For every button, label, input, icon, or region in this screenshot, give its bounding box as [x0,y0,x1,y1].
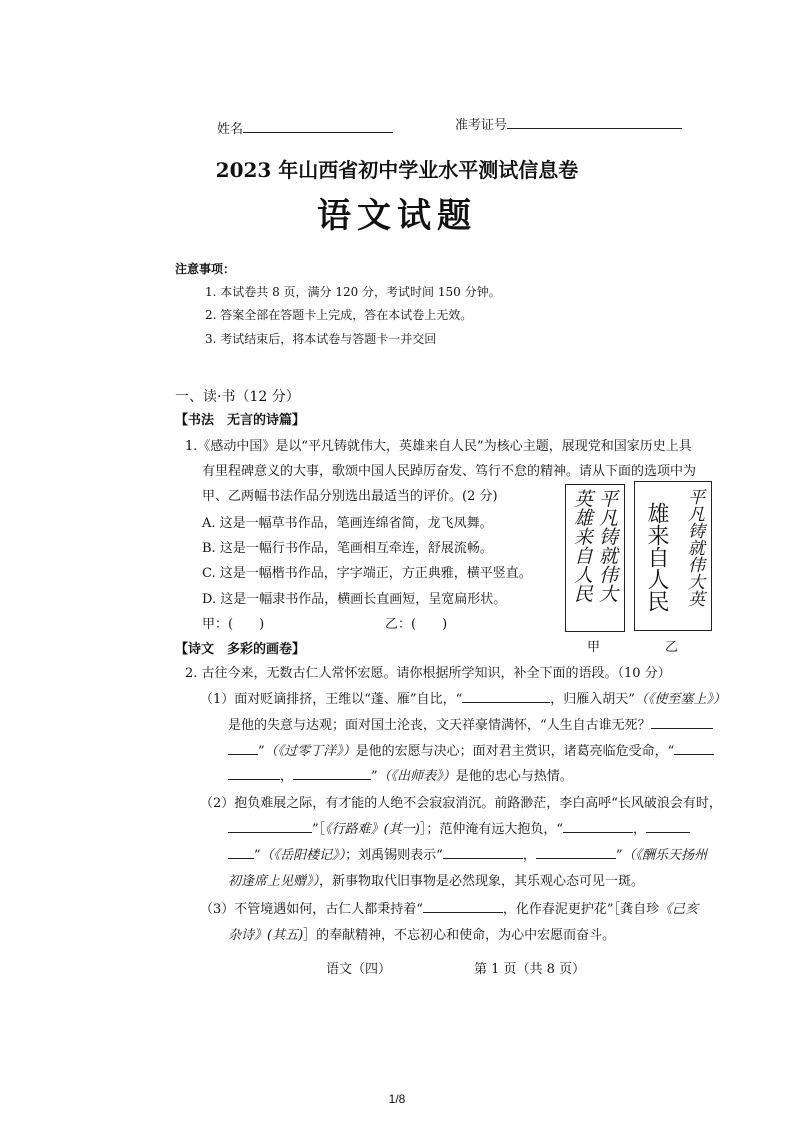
q2-1-blank-2[interactable] [651,714,713,729]
q1-option-b: B. 这是一幅行书作品，笔画相互牵连，舒展流畅。 [202,541,493,556]
exam-title: 2023 年山西省初中学业水平测试信息卷 [215,158,579,182]
q2-1-blank-2b[interactable] [228,740,258,755]
q2-2-source-2: （《岳阳楼记》） [260,848,346,863]
q2-2-source-3: （《酬乐天扬州 [622,848,708,863]
notes-item-3: 3. 考试结束后，将本试卷与答题卡一并交回 [205,332,437,346]
q1-line-2: 有里程碑意义的大事，歌颂中国人民踔厉奋发、笃行不怠的精神。请从下面的选项中为 [202,464,697,479]
q2-1-source-3: （《出师表》） [377,769,456,784]
calligraphy-yi [634,481,712,631]
q1-line-3: 甲、乙两幅书法作品分别选出最适当的评价。(2 分) [202,489,498,504]
q1-line-1: 1.《感动中国》是以“平凡铸就伟大，英雄来自人民”为核心主题，展现党和国家历史上具 [185,439,692,454]
q2-2-line-1: （2）抱负难展之际，有才能的人绝不会寂寂消沉。前路渺茫，李白高呼“长风破浪会有时， [200,796,722,811]
q2-1-blank-3b[interactable] [228,765,280,780]
q1-answer-jia[interactable]: 甲：( ) [202,617,265,632]
q2-1-line-4 [228,765,573,789]
q2-1-blank-3[interactable] [674,740,714,755]
page-counter: 1/8 [388,1092,406,1106]
q2-2-source-3b: 初逢席上见赠》） [228,874,320,889]
q2-2-text-m: ，新事物取代旧事物是必然现象，其乐观心态可见一斑。 [319,874,645,889]
q2-1-text-g: 是他的宏愿与决心；面对君主赏识，诸葛亮临危受命，“ [355,744,675,759]
notes-heading: 注意事项： [175,262,236,276]
q2-3-line-2 [228,924,615,948]
q2-1-blank-1[interactable] [462,688,550,703]
q2-3-blank-1[interactable] [423,898,503,913]
q2-2-blank-3[interactable] [646,818,690,833]
q2-1-source-2: （《过零丁洋》） [264,744,356,759]
q2-2-line-4 [228,870,644,894]
q2-2-blank-1[interactable] [228,818,312,833]
subject-title: 语文试题 [317,196,477,236]
calligraphy-jia-label: 甲 [587,640,601,655]
q2-1-text-d: 是他的失意与达观；面对国土沦丧，文天祥豪情满怀，“人生自古谁无死？ [228,718,651,733]
q1-answer-yi[interactable]: 乙：( ) [385,617,448,632]
q2-3-text-e: ］的奉献精神，不忘初心和使命，为心中宏愿而奋斗。 [303,928,616,943]
q2-1-text-e: ” [258,744,265,759]
q2-1-line-3 [228,740,714,764]
name-field[interactable] [243,118,393,133]
calligraphy-jia-col-left: 英雄来自人民 [571,489,593,603]
q2-1-text-i: ” [371,769,378,784]
q2-2-blank-5[interactable] [536,844,616,859]
exam-id-row [455,114,682,138]
calligraphy-jia-col-right: 平凡铸就伟大 [596,489,618,603]
q2-intro: 2. 古往今来，无数古仁人常怀宏愿。请你根据所学知识，补全下面的语段。（10 分） [185,666,671,681]
section1-heading: 一、读·书（12 分） [175,389,300,405]
q2-1-text-h: ， [280,769,294,784]
q2-1-line-2 [228,714,713,738]
notes-item-2: 2. 答案全部在答题卡上完成，答在本试卷上无效。 [205,308,473,322]
exam-id-label: 准考证号 [455,118,508,133]
q2-1-line-1 [200,688,726,712]
calligraphy-yi-col-right: 平凡铸就伟大英 [684,488,704,607]
q2-2-text-f: ” [254,848,261,863]
q2-2-text-e: ， [632,822,646,837]
q2-2-blank-3b[interactable] [228,844,254,859]
q1-option-d: D. 这是一幅隶书作品，横画长直画短，呈宽扁形状。 [202,592,507,607]
notes-item-1: 1. 本试卷共 8 页，满分 120 分，考试时间 150 分钟。 [205,285,501,299]
q2-2-text-i: ， [522,848,536,863]
q2-1-source-1: （《使至塞上》） [634,692,726,707]
part2-heading: 【诗文 多彩的画卷】 [175,642,306,657]
q2-2-text-d: ］；范仲淹有远大抱负，“ [419,822,563,837]
footer-subject: 语文（四） [326,962,392,977]
footer-page-info: 第 1 页（共 8 页） [474,962,586,977]
q1-option-a: A. 这是一幅草书作品，笔画连绵省简，龙飞凤舞。 [202,516,493,531]
q2-2-blank-4[interactable] [443,844,523,859]
name-label-row [217,118,393,142]
q2-3-source-b: 杂诗》(其五) [228,928,304,943]
calligraphy-jia [565,484,625,632]
q2-1-blank-4[interactable] [293,765,371,780]
calligraphy-yi-col-left: 雄来自人民 [644,502,669,612]
q1-option-c: C. 这是一幅楷书作品，字字端正，方正典雅，横平竖直。 [202,566,532,581]
q2-2-source-1: 《行路难》(其一) [325,822,420,837]
q2-1-text-b: ，归雁入胡天” [550,692,635,707]
q2-2-line-3 [228,844,707,868]
part1-heading: 【书法 无言的诗篇】 [175,413,306,428]
q2-2-text-b: ”［ [312,822,326,837]
q2-2-text-h: ；刘禹锡则表示“ [345,848,443,863]
q2-3-source: 《己亥 [659,902,699,917]
q2-3-line-1 [200,898,698,922]
q2-1-text-k: 是他的忠心与热情。 [455,769,573,784]
q2-2-text-j: ” [615,848,623,863]
name-label: 姓名 [217,122,244,137]
q2-3-text-a: （3）不管境遇如何，古仁人都秉持着“ [200,902,423,917]
calligraphy-yi-label: 乙 [665,640,679,655]
exam-id-field[interactable] [507,114,682,129]
q2-2-blank-2[interactable] [563,818,633,833]
q2-2-line-2 [228,818,690,842]
q2-1-text-a: （1）面对贬谪排挤，王维以“蓬、雁”自比，“ [200,692,463,707]
q2-3-text-b: ，化作春泥更护花”［龚自珍 [502,902,660,917]
